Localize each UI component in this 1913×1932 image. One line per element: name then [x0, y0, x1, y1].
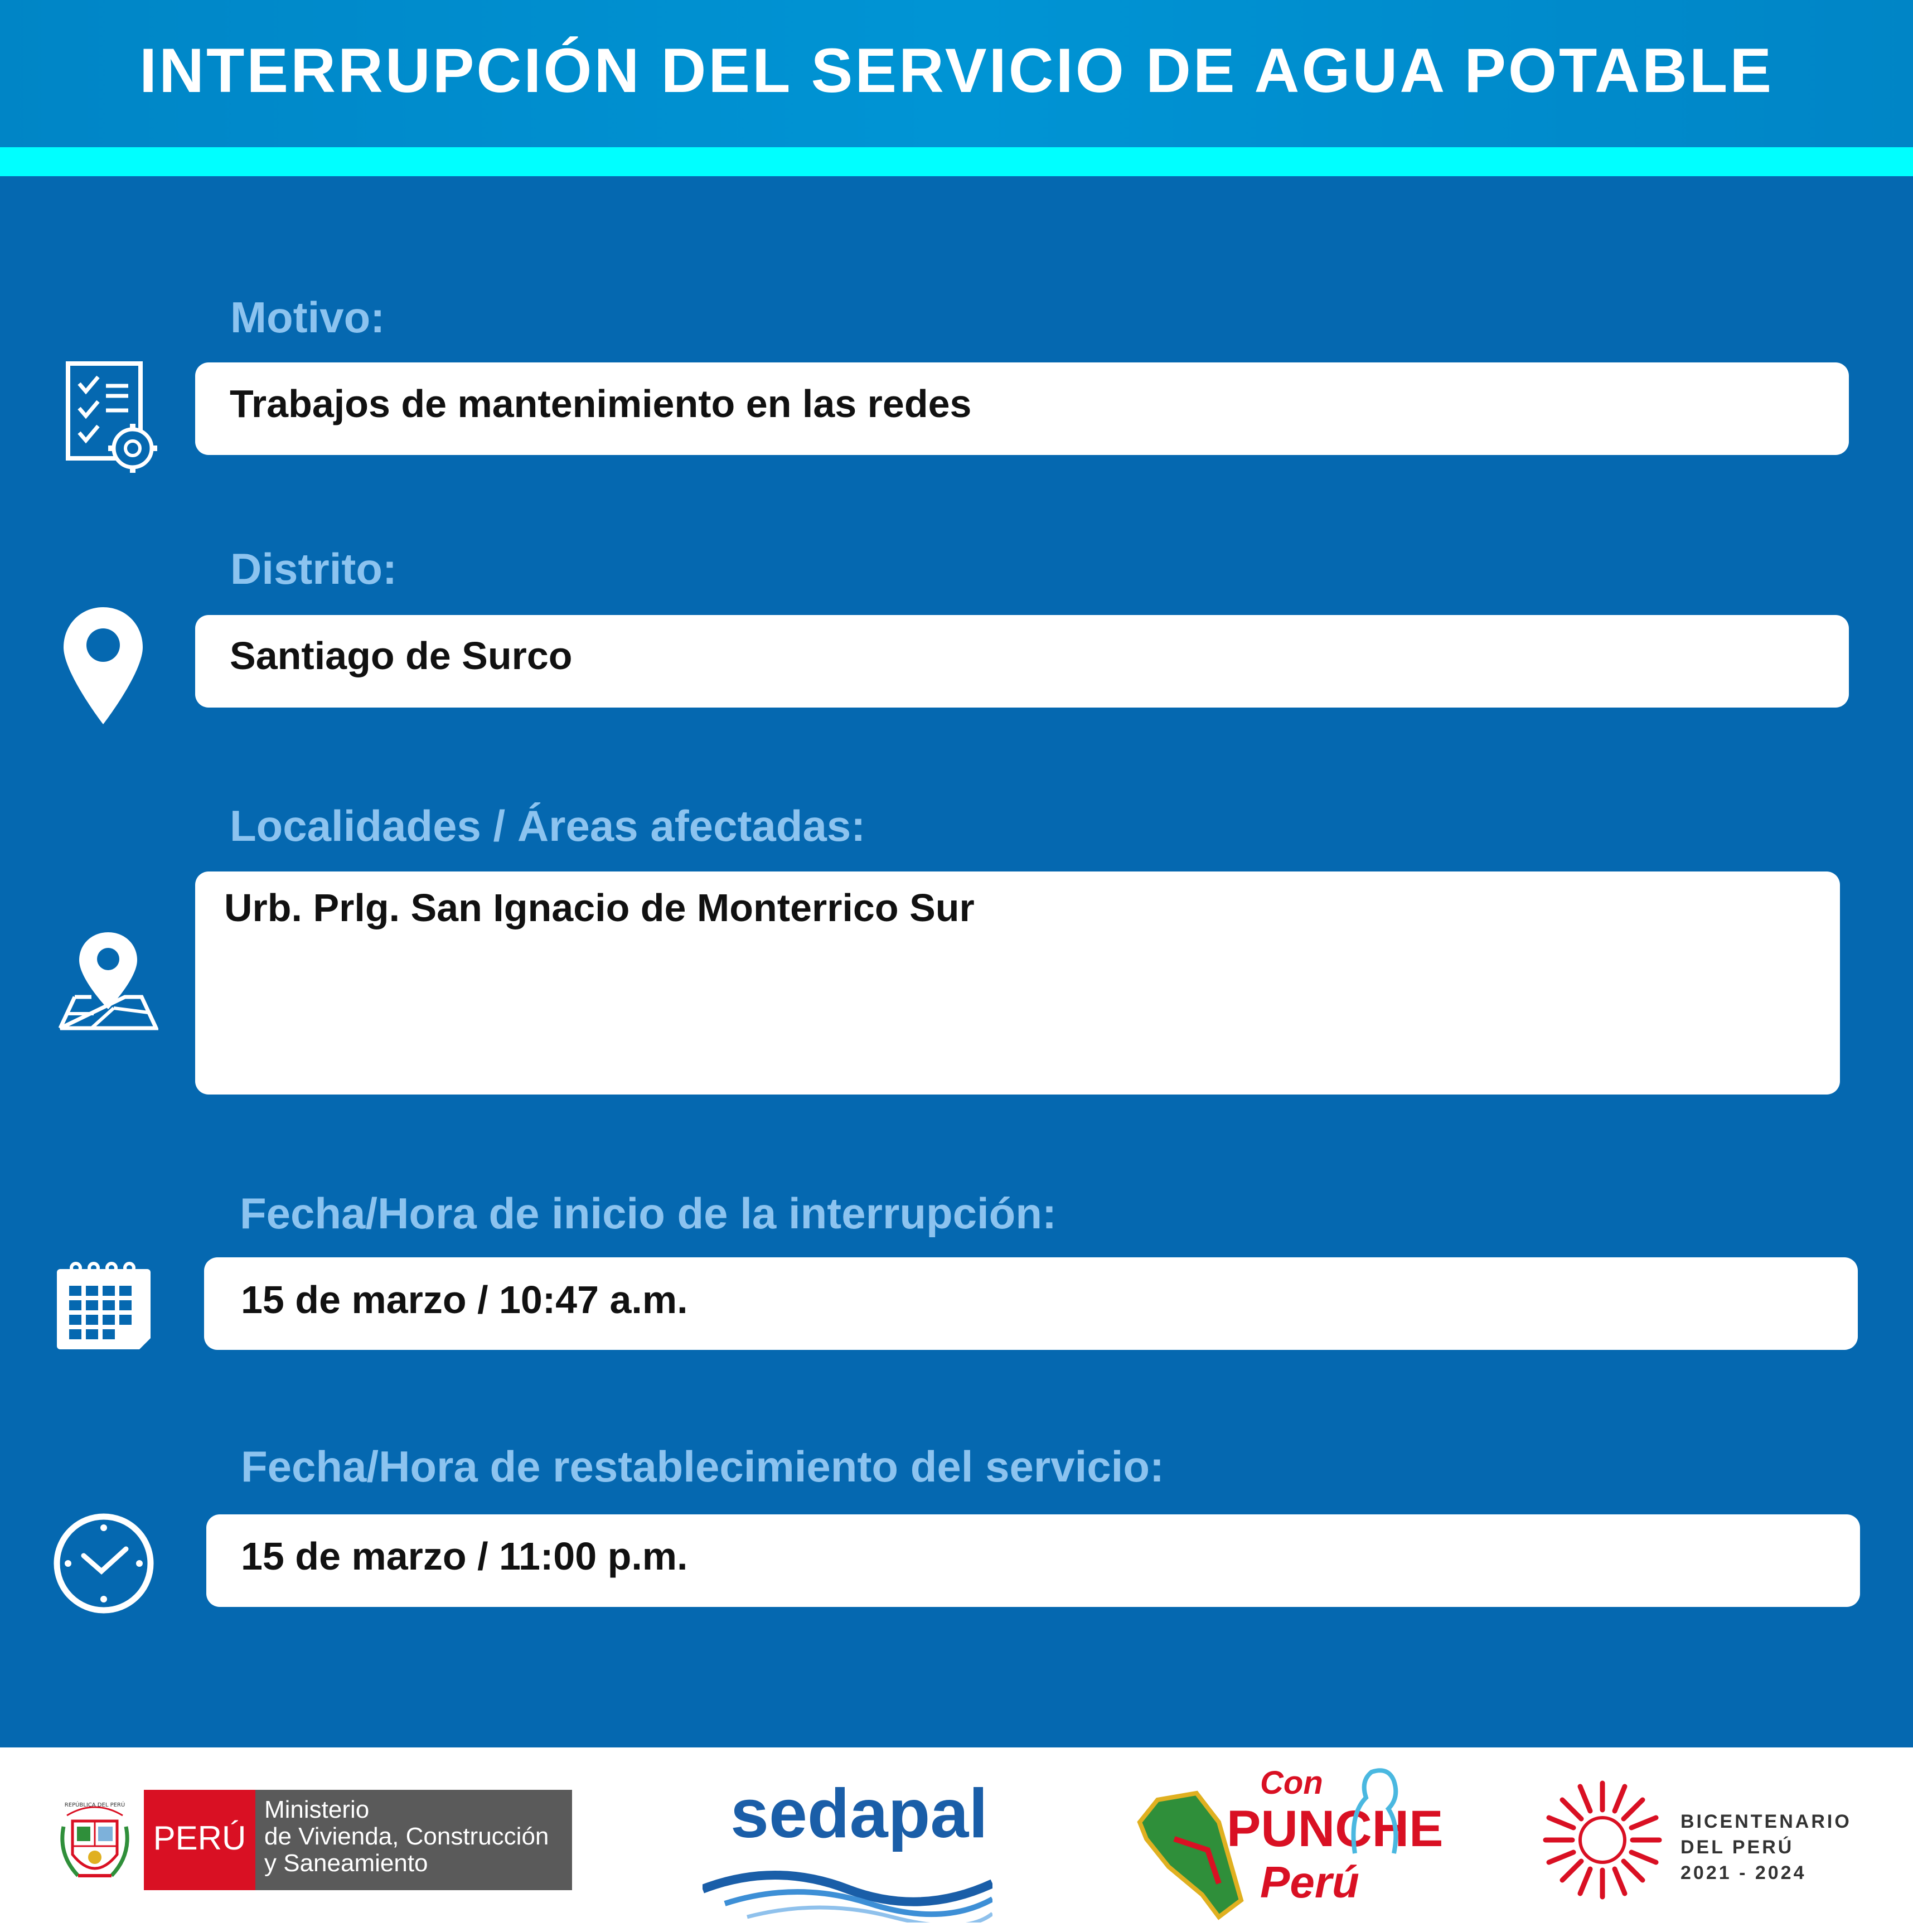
punche-peru: Perú — [1260, 1857, 1359, 1907]
localidades-value: Urb. Prlg. San Ignacio de Monterrico Sur — [224, 886, 975, 929]
peru-coat-of-arms-icon — [56, 1799, 134, 1888]
escudo-text: REPÚBLICA DEL PERÚ — [64, 1802, 125, 1808]
flexed-arm-icon — [1344, 1764, 1405, 1859]
inicio-value: 15 de marzo / 10:47 a.m. — [241, 1278, 688, 1321]
ministerio-line1: Ministerio — [264, 1796, 370, 1823]
accent-divider — [0, 147, 1913, 176]
page-title: INTERRUPCIÓN DEL SERVICIO DE AGUA POTABLE — [139, 36, 1774, 105]
bicentenario-line1: BICENTENARIO — [1680, 1811, 1852, 1832]
punche-con: Con — [1260, 1765, 1323, 1801]
calendar-icon — [56, 1261, 153, 1350]
localidades-label: Localidades / Áreas afectadas: — [230, 801, 866, 850]
checklist-gear-icon — [62, 361, 163, 473]
location-pin-icon — [61, 605, 145, 728]
inicio-label: Fecha/Hora de inicio de la interrupción: — [240, 1189, 1057, 1238]
bicentenario-line2: DEL PERÚ — [1680, 1837, 1794, 1858]
bicentenario-line3: 2021 - 2024 — [1680, 1862, 1807, 1883]
peru-label: PERÚ — [153, 1819, 246, 1857]
restablecimiento-label: Fecha/Hora de restablecimiento del servicio: — [241, 1442, 1164, 1491]
peru-red-block — [144, 1790, 255, 1890]
map-pin-icon — [58, 930, 158, 1030]
motivo-label: Motivo: — [230, 293, 385, 342]
ministerio-line3: y Saneamiento — [264, 1849, 428, 1877]
sedapal-logo-text: sedapal — [730, 1775, 988, 1852]
sedapal-waves-icon — [703, 1867, 992, 1923]
distrito-value: Santiago de Surco — [230, 634, 573, 677]
header-banner — [0, 0, 1913, 147]
footer-logos — [0, 1747, 1913, 1932]
ministerio-line2: de Vivienda, Construcción — [264, 1823, 549, 1850]
motivo-value: Trabajos de mantenimiento en las redes — [230, 382, 972, 425]
clock-icon — [52, 1512, 155, 1615]
punche-main: PUNCHE — [1227, 1800, 1444, 1857]
restablecimiento-value: 15 de marzo / 11:00 p.m. — [241, 1534, 688, 1578]
distrito-label: Distrito: — [230, 544, 397, 593]
bicentenario-sun-icon — [1541, 1779, 1664, 1901]
ministerio-block — [255, 1790, 572, 1890]
